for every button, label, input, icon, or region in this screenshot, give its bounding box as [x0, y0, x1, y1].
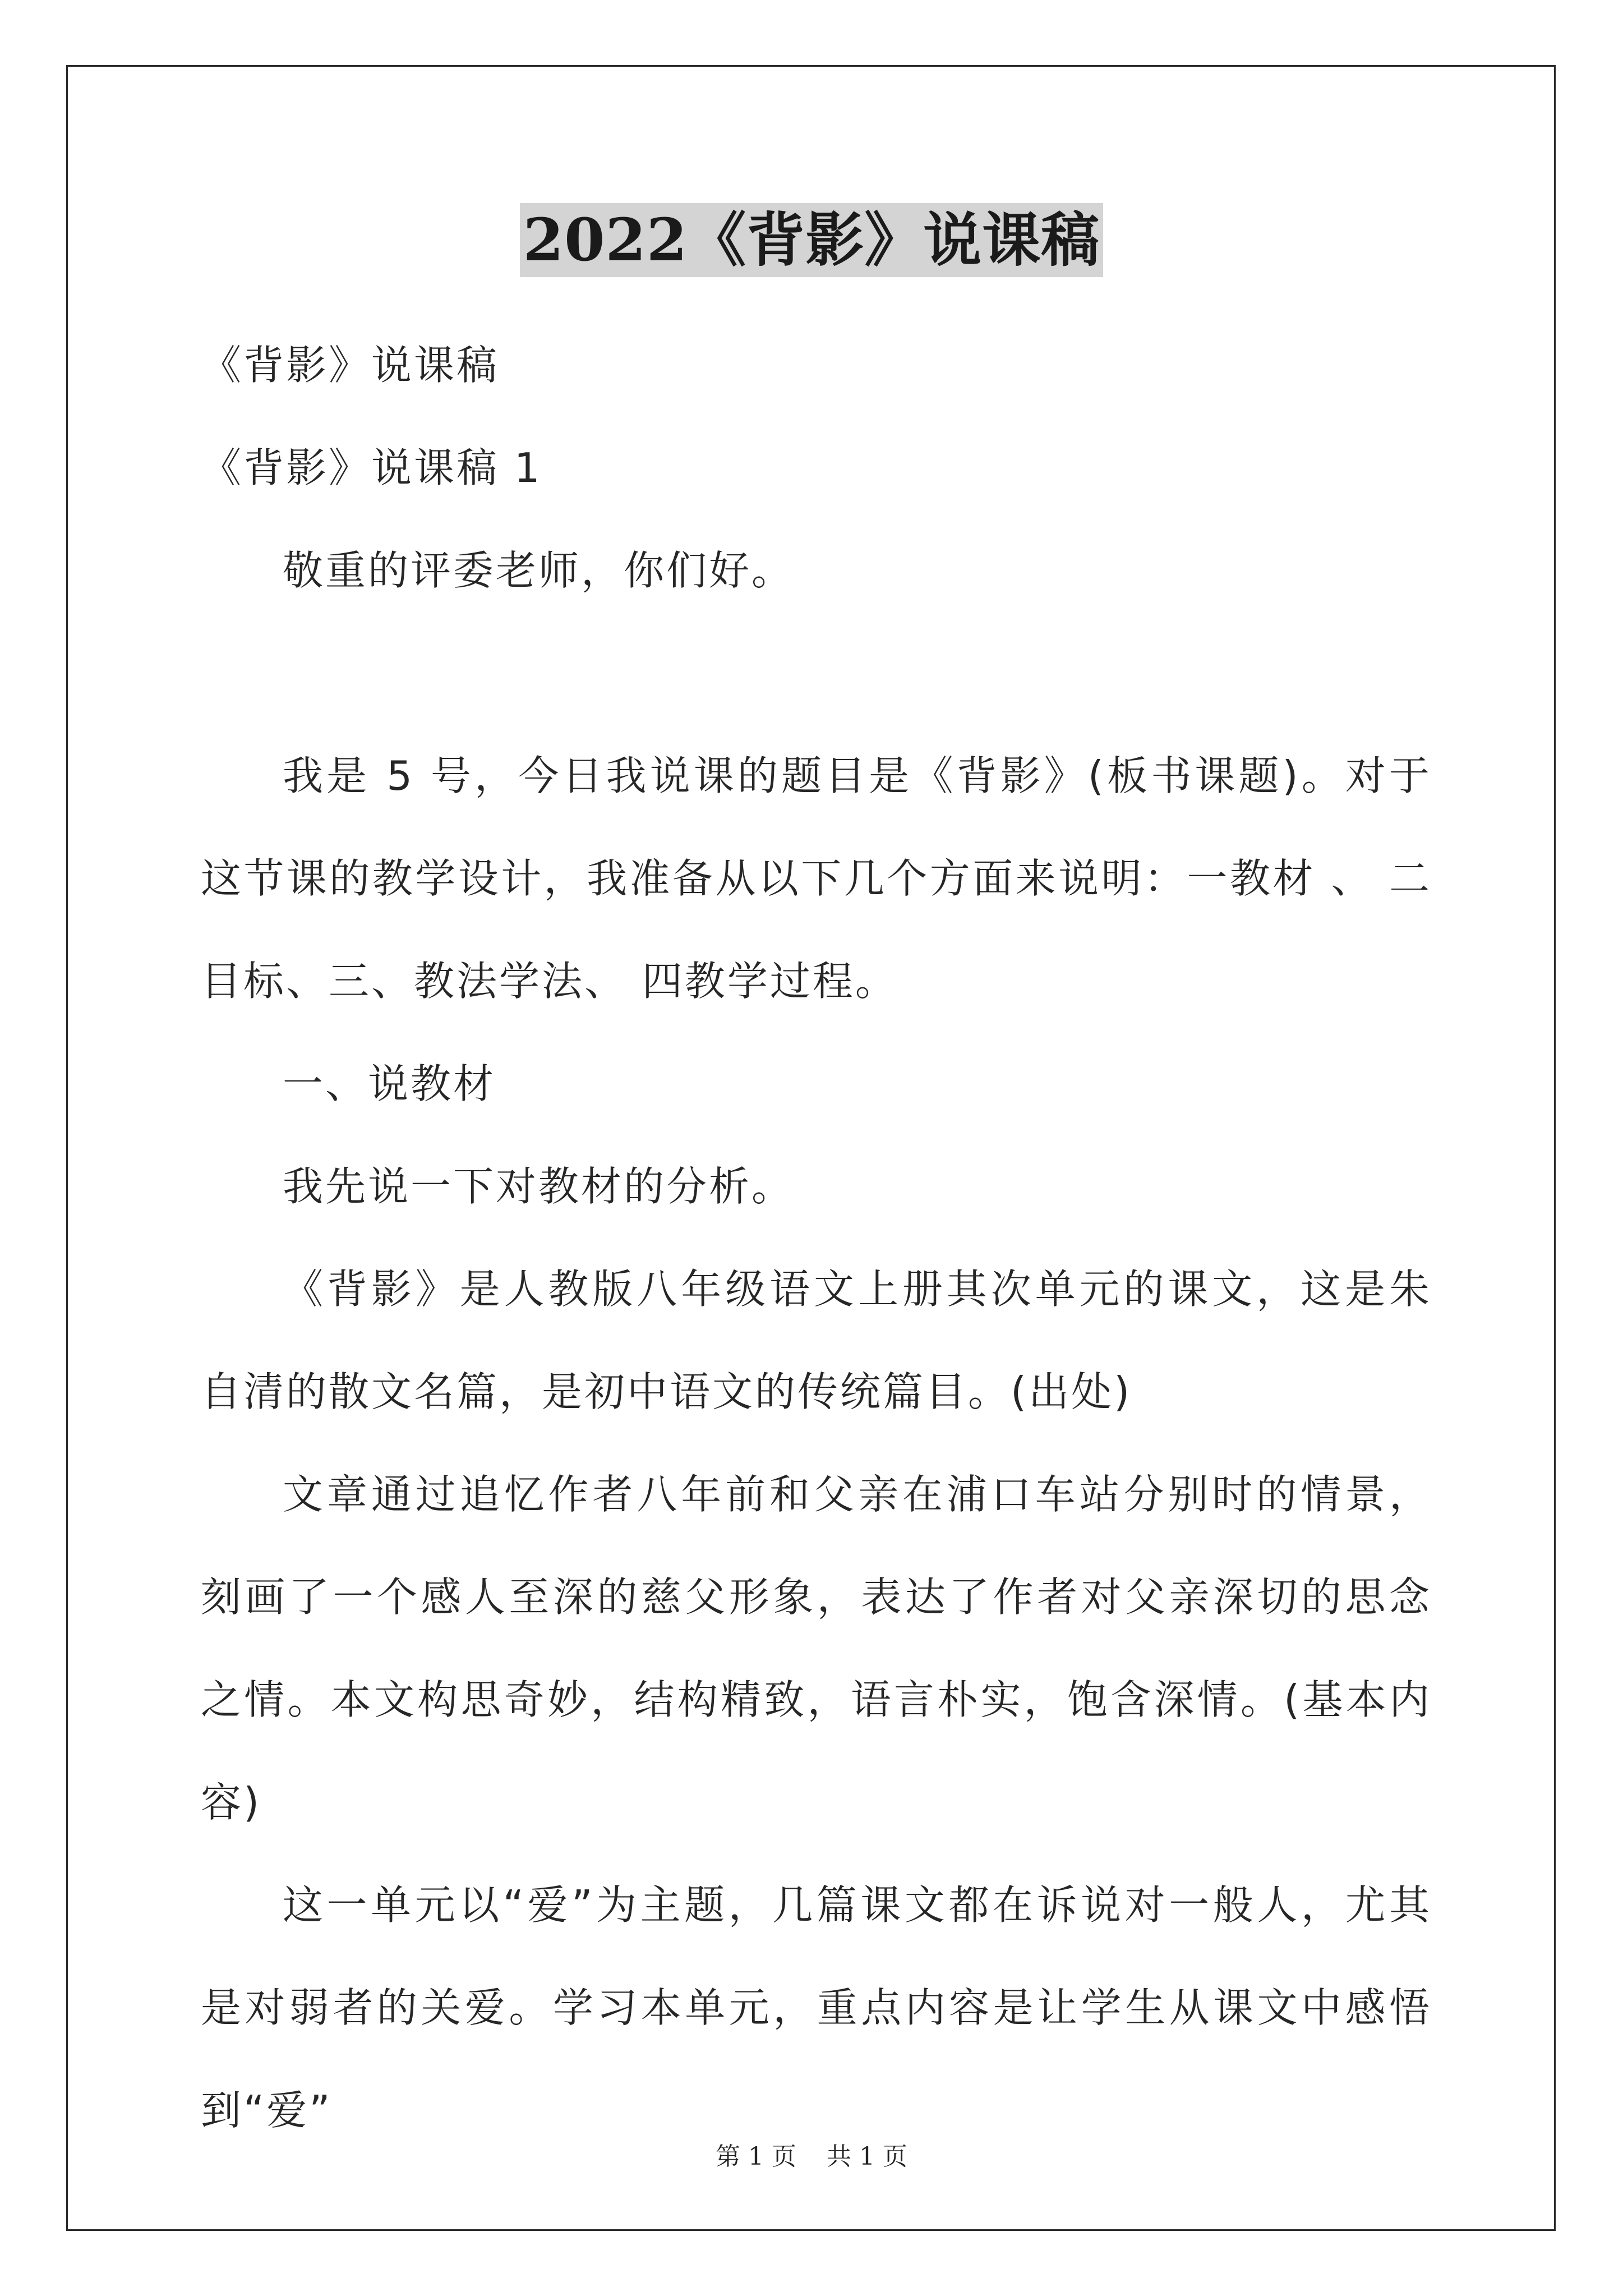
- blank-line: [201, 622, 1432, 725]
- paragraph-content: 文章通过追忆作者八年前和父亲在浦口车站分别时的情景，刻画了一个感人至深的慈父形象，表达了作者对父亲深切的思念之情。本文构思奇妙，结构精致，语言朴实，饱含深情。(基本内容): [201, 1471, 1432, 1826]
- title-container: [0, 203, 1623, 277]
- paragraph-intro: 我是 5 号，今日我说课的题目是《背影》(板书课题)。对于这节课的教学设计，我准备从以下几个方面来说明：一教材 、 二目标、三、教法学法、 四教学过程。: [201, 752, 1432, 1005]
- paragraph-heading-textbook: 一、说教材: [283, 1060, 496, 1107]
- page-number-current: 第 1 页: [716, 2142, 796, 2171]
- page-footer: [0, 2136, 1623, 2172]
- paragraph-greeting: 敬重的评委老师，你们好。: [283, 547, 795, 594]
- paragraph-unit-theme: 这一单元以“爱”为主题，几篇课文都在诉说对一般人，尤其是对弱者的关爱。学习本单元，重点内容是让学生从课文中感悟到“爱”: [201, 1881, 1432, 2134]
- document-body: [201, 314, 1432, 2162]
- paragraph-source: 《背影》是人教版八年级语文上册其次单元的课文，这是朱自清的散文名篇，是初中语文的传统篇目。(出处): [201, 1266, 1432, 1415]
- paragraph-subtitle: 《背影》说课稿: [201, 342, 500, 389]
- paragraph-analysis-lead: 我先说一下对教材的分析。: [283, 1163, 795, 1210]
- page-number-total: 共 1 页: [827, 2142, 907, 2171]
- document-title: 2022《背影》说课稿: [520, 203, 1103, 277]
- paragraph-section-heading: 《背影》说课稿 1: [201, 444, 542, 491]
